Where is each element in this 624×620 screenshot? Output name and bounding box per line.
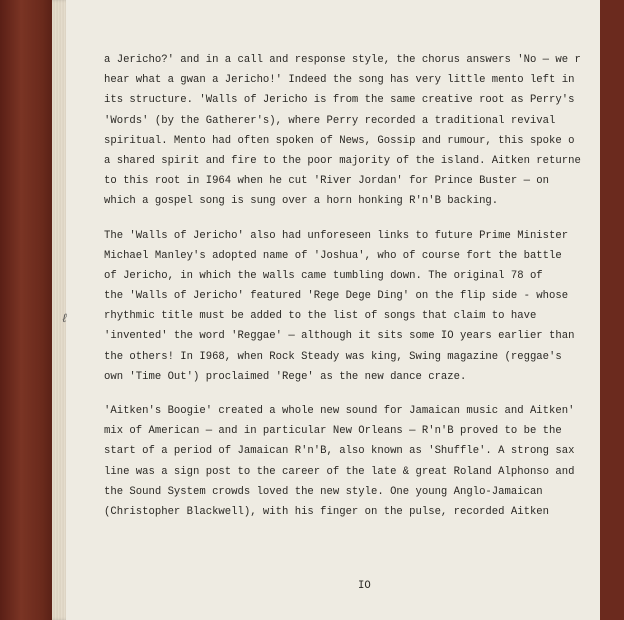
text-line: own 'Time Out') proclaimed 'Rege' as the new dance craze.	[104, 370, 467, 383]
margin-mark: ℓ	[61, 312, 69, 326]
text-line: 'Words' (by the Gatherer's), where Perry recorded a traditional revival	[104, 114, 556, 127]
text-line: which a gospel song is sung over a horn honking R'n'B backing.	[104, 195, 499, 208]
paragraph-1	[104, 50, 624, 212]
text-line: mix of American — and in particular New Orleans — R'n'B proved to be the	[104, 425, 562, 438]
text-line: its structure. 'Walls of Jericho is from the same creative root as Perry's	[104, 94, 575, 107]
text-line: the others! In I968, when Rock Steady was king, Swing magazine (reggae's	[104, 350, 562, 363]
book-spine	[0, 0, 60, 620]
text-line: hear what a gwan a Jericho!' Indeed the song has very little mento left in	[104, 74, 575, 87]
text-line: Michael Manley's adopted name of 'Joshua', who of course fort the battle	[104, 249, 562, 262]
book-page	[61, 0, 600, 620]
text-line: to this root in I964 when he cut 'River Jordan' for Prince Buster — on	[104, 175, 550, 188]
text-line: The 'Walls of Jericho' also had unforeseen links to future Prime Minister	[104, 229, 569, 242]
text-line: line was a sign post to the career of the late & great Roland Alphonso and	[104, 465, 575, 478]
paragraph-2	[104, 226, 624, 388]
paragraph-gap	[104, 387, 624, 401]
text-line: 'invented' the word 'Reggae' — although it sits some IO years earlier than	[104, 330, 575, 343]
text-line: the 'Walls of Jericho' featured 'Rege Dege Ding' on the flip side - whose	[104, 290, 569, 303]
paragraph-gap	[104, 212, 624, 226]
text-line: rhythmic title must be added to the list of songs that claim to have	[104, 310, 537, 323]
text-line: start of a period of Jamaican R'n'B, also known as 'Shuffle'. A strong sax	[104, 445, 575, 458]
text-line: a shared spirit and fire to the poor majority of the island. Aitken returne	[104, 154, 581, 167]
text-line: 'Aitken's Boogie' created a whole new sound for Jamaican music and Aitken'	[104, 405, 575, 417]
page-text	[104, 50, 624, 522]
text-line: (Christopher Blackwell), with his finger on the pulse, recorded Aitken	[104, 505, 550, 518]
text-line: of Jericho, in which the walls came tumbling down. The original 78 of	[104, 269, 543, 282]
page-number: IO	[358, 580, 371, 592]
text-line: the Sound System crowds loved the new style. One young Anglo-Jamaican	[104, 485, 543, 498]
text-line: a Jericho?' and in a call and response style, the chorus answers 'No — we r	[104, 54, 581, 66]
paragraph-3	[104, 401, 624, 522]
text-line: spiritual. Mento had often spoken of News, Gossip and rumour, this spoke o	[104, 134, 575, 147]
